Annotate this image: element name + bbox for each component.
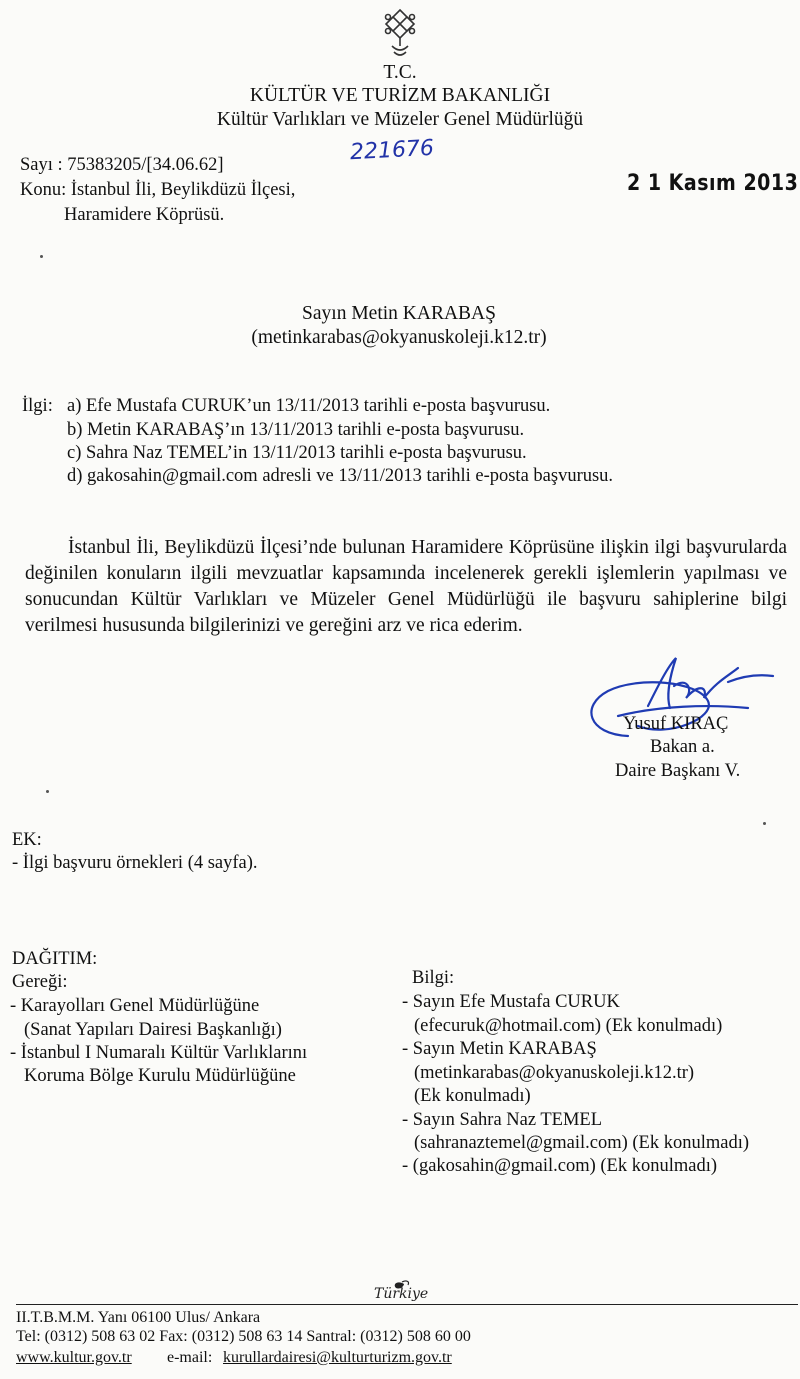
konu-line-1: Konu: İstanbul İli, Beylikdüzü İlçesi, [20,180,296,200]
tc-label: T.C. [383,62,417,83]
sayi-line: Sayı : 75383205/[34.06.62] [20,155,224,175]
ilgi-item: d) gakosahin@gmail.com adresli ve 13/11/2013 tarihli e-posta başvurusu. [67,466,614,486]
scan-speck [40,255,43,258]
bilgi-item: - Sayın Metin KARABAŞ [402,1039,597,1059]
body-paragraph: İstanbul İli, Beylikdüzü İlçesi’nde bulunan Haramidere Köprüsüne ilişkin ilgi başvurularda değinilen konuların ilgili mevzuatlar kapsamında incelenerek gerekli işlemlerin yapılması ve sonucundan Kültür Varlıkları ve Müzeler Genel Müdürlüğü ile başvuru sahiplerine bilgi verilmesi hususunda bilgilerinizi ve gereğini arz ve rica ederim. [25,537,787,636]
bilgi-item: - (gakosahin@gmail.com) (Ek konulmadı) [402,1156,718,1176]
ek-label: EK: [12,830,42,850]
footer-email-link[interactable]: kurullardairesi@kulturturizm.gov.tr [223,1349,452,1366]
ilgi-item: c) Sahra Naz TEMEL’in 13/11/2013 tarihli e-posta başvurusu. [67,443,527,463]
konu-line-2: Haramidere Köprüsü. [64,205,225,225]
geregi-label: Gereği: [12,972,68,992]
ek-item: - İlgi başvuru örnekleri (4 sayfa). [12,853,258,873]
ilgi-item: b) Metin KARABAŞ’ın 13/11/2013 tarihli e-posta başvurusu. [67,420,525,440]
bilgi-item: (Ek konulmadı) [414,1086,531,1106]
footer-email-label: e-mail: [167,1349,213,1366]
geregi-item: (Sanat Yapıları Dairesi Başkanlığı) [24,1020,282,1040]
ilgi-item: a) Efe Mustafa CURUK’un 13/11/2013 tarihli e-posta başvurusu. [67,396,551,416]
recipient-email: (metinkarabas@okyanuskoleji.k12.tr) [251,327,547,348]
signatory-name: Yusuf KIRAÇ [623,714,729,734]
geregi-item: - İstanbul I Numaralı Kültür Varlıklarını [10,1043,308,1063]
scan-speck [763,822,766,825]
bilgi-label: Bilgi: [412,968,455,988]
signatory-position: Daire Başkanı V. [615,761,741,781]
date-stamp: 2 1 Kasım 2013 [627,170,799,196]
bilgi-item: (metinkarabas@okyanuskoleji.k12.tr) [414,1063,695,1083]
directorate-name: Kültür Varlıkları ve Müzeler Genel Müdürlüğü [216,109,584,130]
bilgi-item: (efecuruk@hotmail.com) (Ek konulmadı) [414,1016,723,1036]
handwritten-number: 221676 [349,135,435,166]
bilgi-item: - Sayın Sahra Naz TEMEL [402,1110,603,1130]
signatory-title: Bakan a. [650,737,715,757]
footer-phones: Tel: (0312) 508 63 02 Fax: (0312) 508 63 14 Santral: (0312) 508 60 00 [16,1328,471,1345]
footer-website-link[interactable]: www.kultur.gov.tr [16,1349,132,1366]
bilgi-item: - Sayın Efe Mustafa CURUK [402,992,620,1012]
geregi-item: Koruma Bölge Kurulu Müdürlüğüne [24,1066,296,1086]
turkiye-logo-text: Türkiye [374,1286,429,1302]
ministry-name: KÜLTÜR VE TURİZM BAKANLIĞI [249,85,551,106]
scan-speck [46,790,49,793]
ministry-emblem [380,8,420,60]
recipient-name: Sayın Metin KARABAŞ [302,303,496,324]
geregi-item: - Karayolları Genel Müdürlüğüne [10,996,260,1016]
dagitim-label: DAĞITIM: [12,949,98,969]
footer-divider [16,1304,798,1305]
footer-address: II.T.B.M.M. Yanı 06100 Ulus/ Ankara [16,1309,261,1326]
ilgi-label: İlgi: [22,396,53,416]
bilgi-item: (sahranaztemel@gmail.com) (Ek konulmadı) [414,1133,750,1153]
